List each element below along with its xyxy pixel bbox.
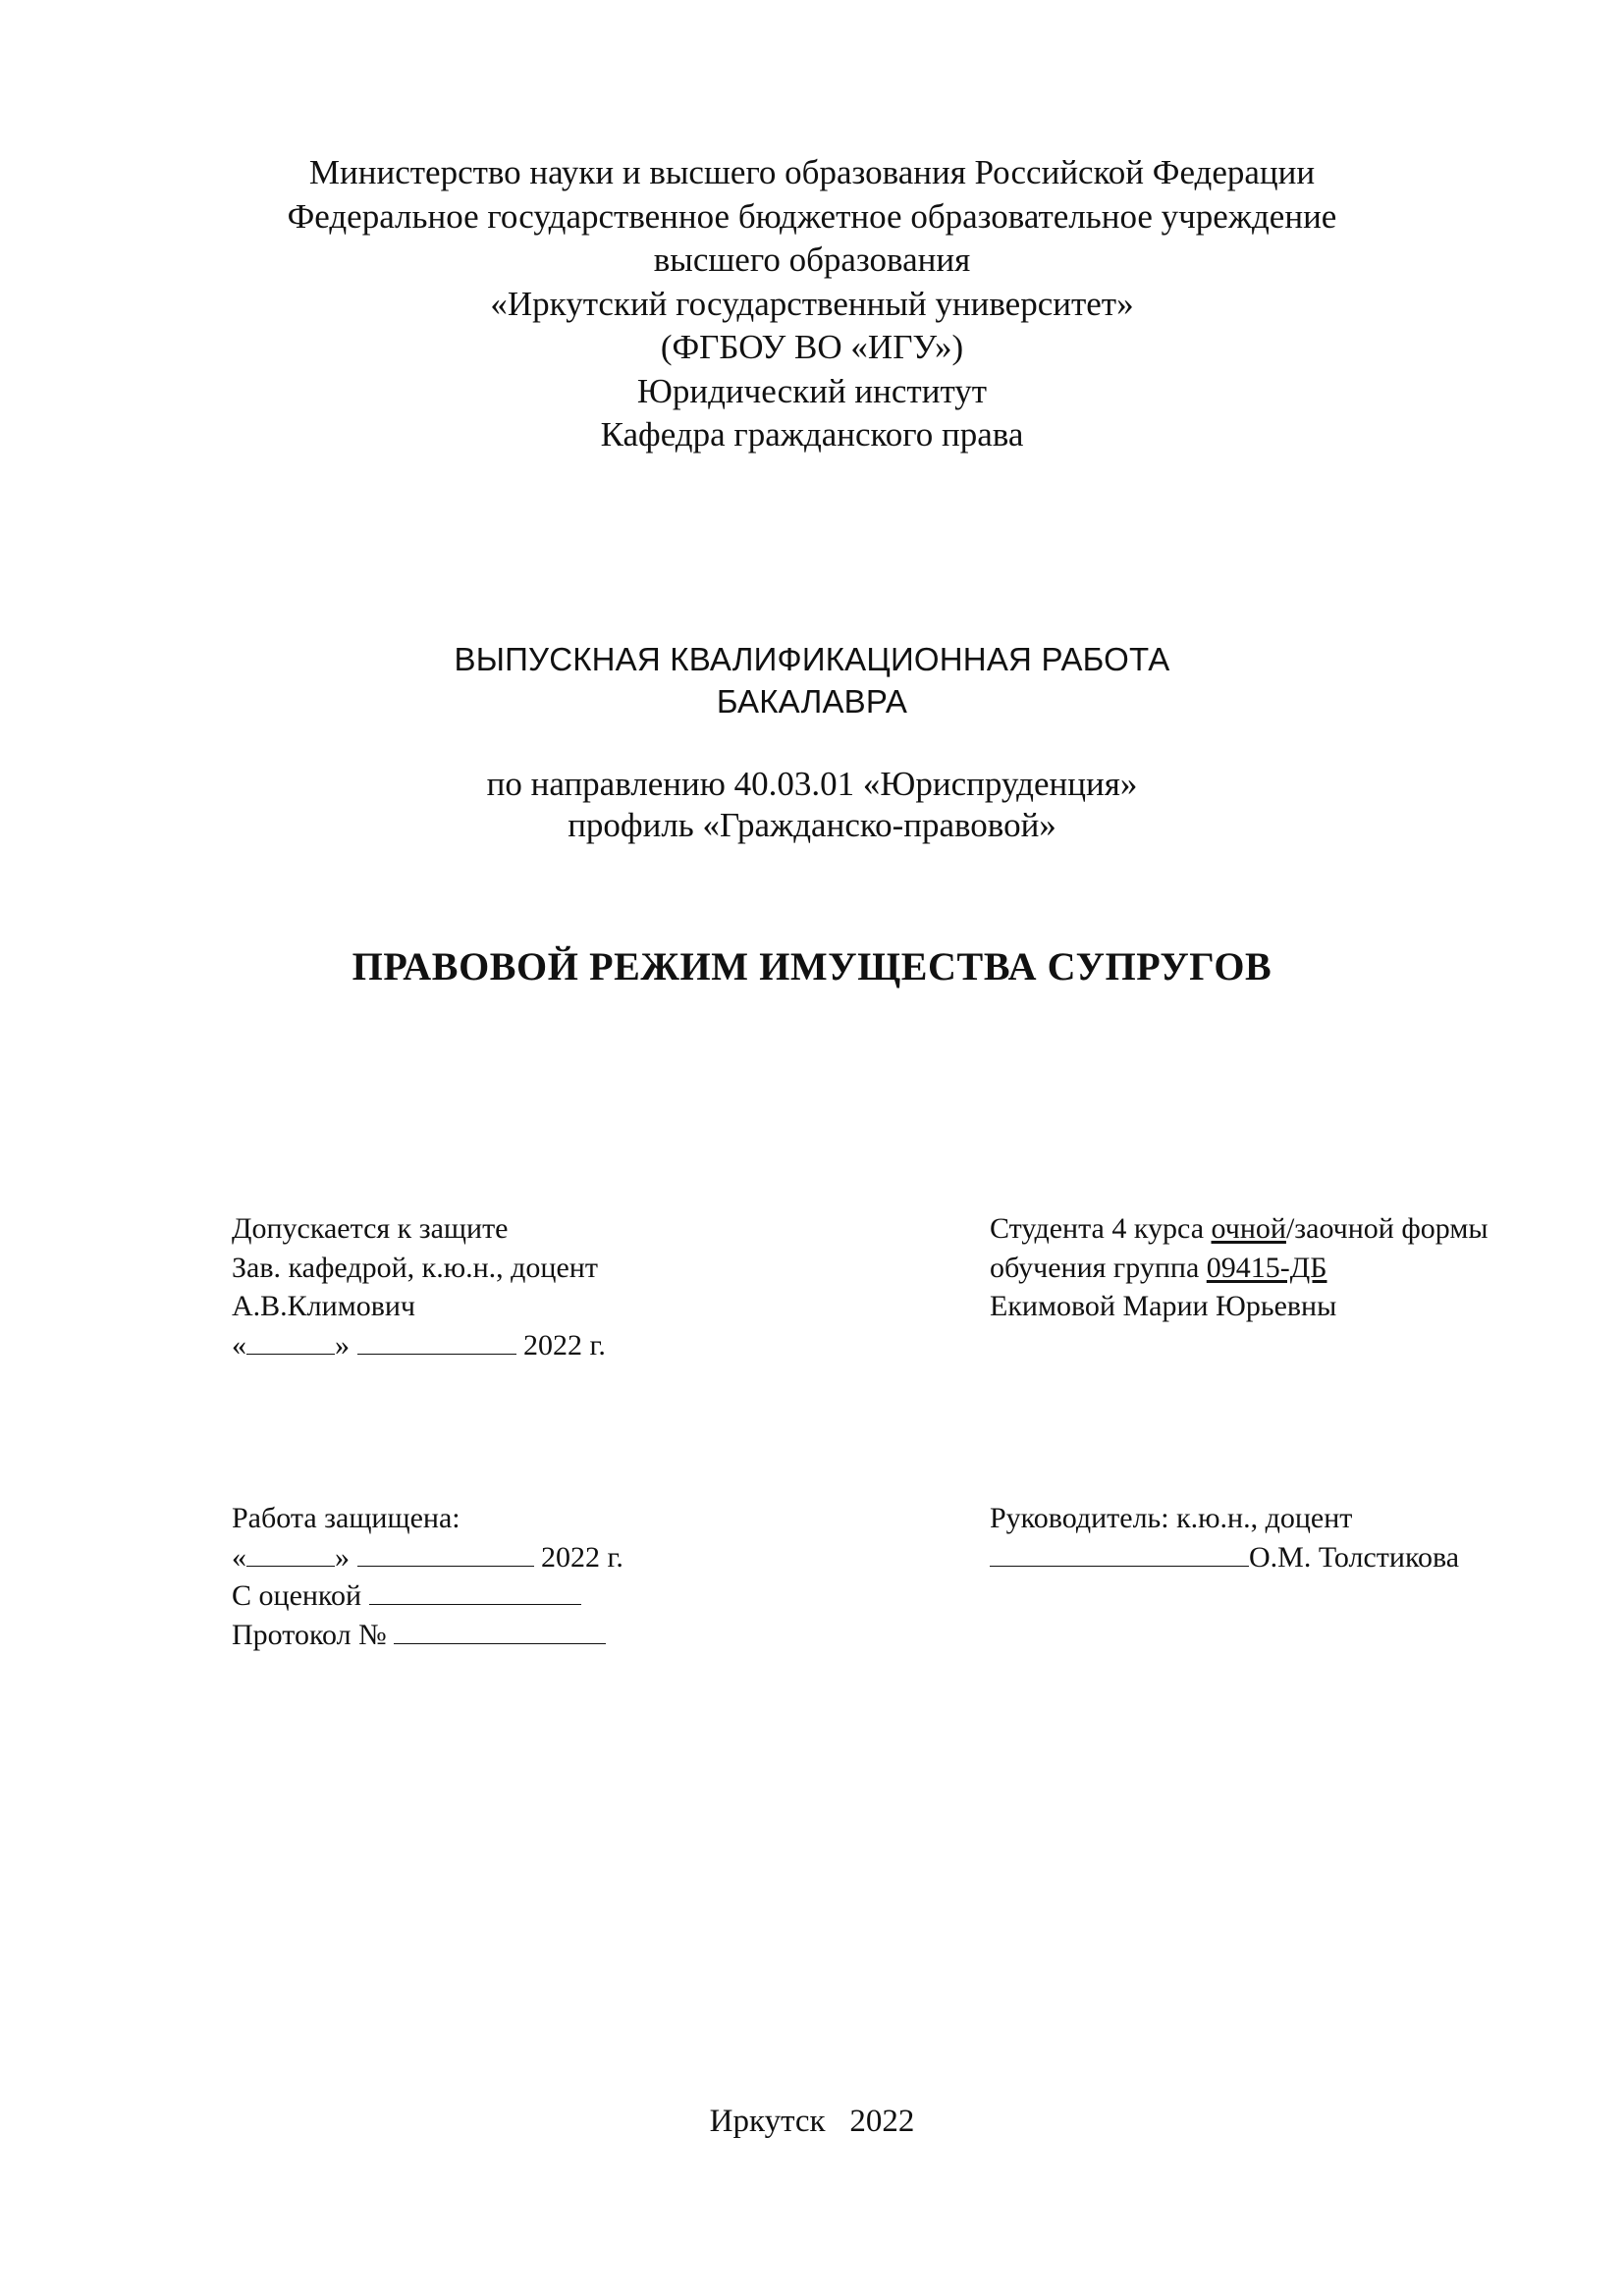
- institution-header: [0, 151, 1624, 457]
- student-block: [990, 1209, 1488, 1326]
- student-course-line: [990, 1209, 1488, 1249]
- study-direction: [0, 764, 1624, 846]
- footer-city-year: [0, 2101, 1624, 2142]
- work-type: [0, 638, 1624, 722]
- student-name: Екимовой Марии Юрьевны: [990, 1290, 1337, 1322]
- study-form-rest: /заочной формы: [1285, 1212, 1489, 1245]
- admission-label: Допускается к защите: [232, 1212, 509, 1245]
- admission-block: [232, 1209, 606, 1364]
- supervisor-title: Руководитель: к.ю.н., доцент: [990, 1502, 1353, 1534]
- supervisor-signature-line: [990, 1538, 1459, 1577]
- university-name-line: «Иркутский государственный университет»: [490, 284, 1134, 323]
- footer-year: 2022: [849, 2104, 915, 2139]
- admission-year: 2022 г.: [523, 1328, 606, 1362]
- defense-year: 2022 г.: [541, 1540, 623, 1574]
- study-form-selected: очной: [1211, 1212, 1286, 1245]
- education-level-line: высшего образования: [653, 240, 971, 279]
- student-course-prefix: Студента 4 курса: [990, 1212, 1212, 1245]
- department-line: Кафедра гражданского права: [600, 415, 1024, 454]
- head-of-department-name: А.В.Климович: [232, 1290, 416, 1322]
- defense-date-line: [232, 1538, 623, 1577]
- student-group-prefix: обучения группа: [990, 1251, 1207, 1284]
- direction-line: по направлению 40.03.01 «Юриспруденция»: [486, 765, 1138, 803]
- work-type-line-2: БАКАЛАВРА: [716, 683, 908, 720]
- grade-blank: [369, 1578, 581, 1605]
- profile-line: профиль «Гражданско-правовой»: [568, 806, 1056, 844]
- day-blank: [246, 1540, 335, 1567]
- defense-block: [232, 1499, 623, 1654]
- student-group: 09415-ДБ: [1206, 1251, 1327, 1284]
- defense-label: Работа защищена:: [232, 1502, 460, 1534]
- date-open-quote: «: [232, 1540, 246, 1574]
- university-abbr-line: (ФГБОУ ВО «ИГУ»): [660, 328, 964, 366]
- signature-blank: [990, 1540, 1249, 1567]
- ministry-line: Министерство науки и высшего образования Российской Федерации: [308, 153, 1316, 191]
- date-close-quote: »: [335, 1540, 350, 1574]
- protocol-line: [232, 1616, 623, 1655]
- admission-date-line: [232, 1326, 606, 1365]
- supervisor-name: О.М. Толстикова: [1249, 1540, 1460, 1574]
- work-type-line-1: ВЫПУСКНАЯ КВАЛИФИКАЦИОННАЯ РАБОТА: [454, 641, 1170, 677]
- thesis-title: ПРАВОВОЙ РЕЖИМ ИМУЩЕСТВА СУПРУГОВ: [352, 944, 1272, 988]
- grade-label: С оценкой: [232, 1579, 362, 1612]
- institution-type-line: Федеральное государственное бюджетное образовательное учреждение: [287, 196, 1337, 236]
- date-close-quote: »: [335, 1328, 350, 1362]
- supervisor-block: [990, 1499, 1459, 1576]
- footer-city: Иркутск: [709, 2104, 826, 2139]
- protocol-label: Протокол №: [232, 1618, 387, 1651]
- day-blank: [246, 1328, 335, 1355]
- protocol-blank: [394, 1618, 606, 1644]
- head-of-department-title: Зав. кафедрой, к.ю.н., доцент: [232, 1251, 598, 1284]
- date-open-quote: «: [232, 1328, 246, 1362]
- month-blank: [357, 1540, 534, 1567]
- month-blank: [357, 1328, 516, 1355]
- student-group-line: [990, 1249, 1488, 1288]
- grade-line: [232, 1576, 623, 1616]
- institute-line: Юридический институт: [636, 371, 988, 410]
